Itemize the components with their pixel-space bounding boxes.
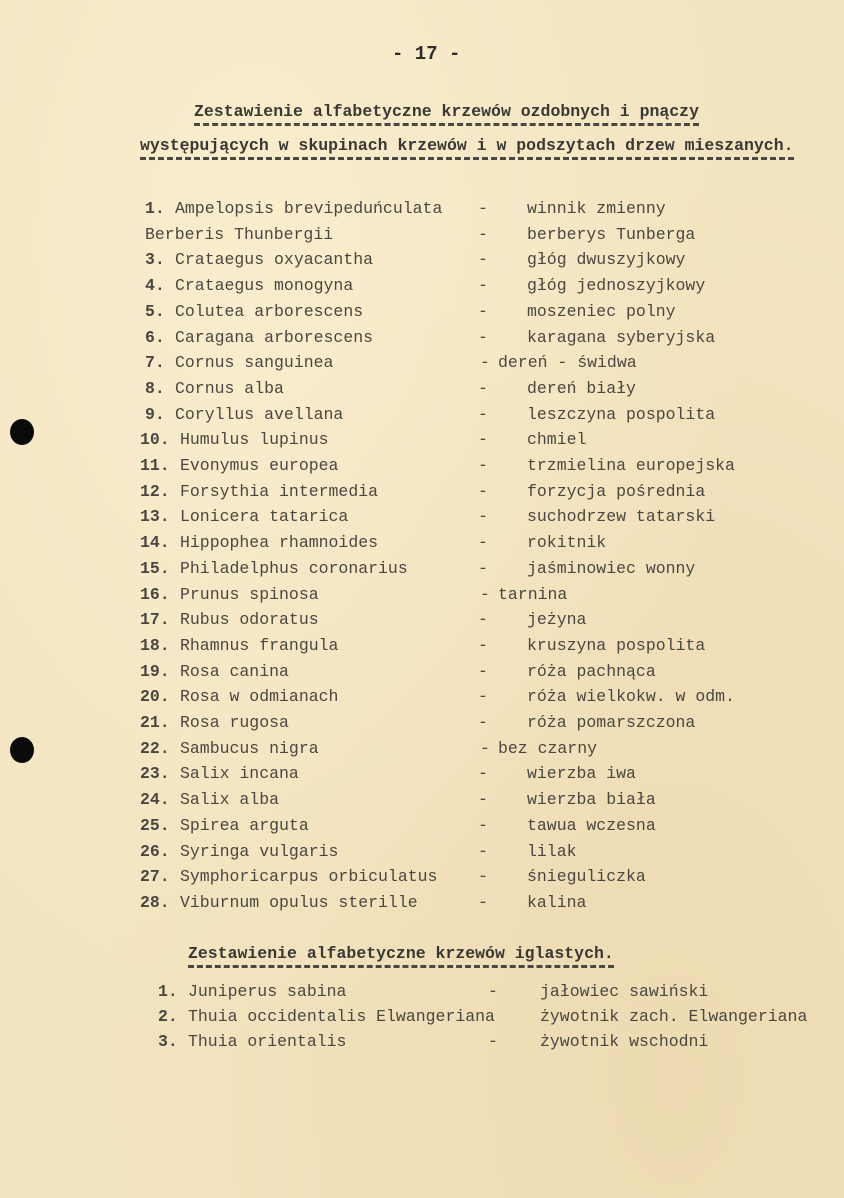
latin-name: Rosa rugosa [180, 713, 289, 732]
separator-dash: - [478, 276, 488, 296]
item-number: 23. [140, 764, 170, 784]
item-number: 24. [140, 790, 170, 810]
separator-dash: - [478, 378, 488, 398]
item-number: 9. [145, 404, 165, 424]
separator-dash: - [478, 250, 488, 270]
item-number: 3. [145, 250, 165, 270]
separator-dash: - [478, 815, 488, 835]
latin-name: Thuia orientalis [188, 1032, 347, 1051]
polish-name: wierzba iwa [527, 764, 636, 784]
separator-dash: - [478, 713, 488, 732]
latin-name: Symphoricarpus orbiculatus [180, 867, 438, 887]
item-number: 28. [140, 892, 170, 912]
polish-name: tarnina [498, 584, 568, 604]
polish-name: trzmielina europejska [527, 456, 735, 475]
latin-name: Thuia occidentalis Elwangeriana [188, 1007, 495, 1026]
item-number: 14. [140, 533, 170, 553]
latin-name: Philadelphus coronarius [180, 558, 408, 578]
polish-name: głóg dwuszyjkowy [527, 250, 686, 270]
separator-dash: - [478, 404, 488, 424]
separator-dash: - [488, 982, 498, 1001]
polish-name: żywotnik zach. Elwangeriana [540, 1007, 808, 1026]
item-number: 20. [140, 687, 170, 707]
item-number: 26. [140, 841, 170, 861]
polish-name: róża pachnąca [527, 661, 656, 681]
item-number: 1. [158, 982, 178, 1001]
item-number: 6. [145, 327, 165, 347]
separator-dash: - [478, 327, 488, 347]
separator-dash: - [478, 635, 488, 655]
item-number: 25. [140, 815, 170, 835]
page-number: - 17 - [392, 43, 461, 65]
section2-title: Zestawienie alfabetyczne krzewów iglastych. [188, 944, 614, 968]
polish-name: żywotnik wschodni [540, 1032, 709, 1051]
latin-name: Sambucus nigra [180, 738, 319, 758]
item-number: 11. [140, 456, 170, 475]
latin-name: Humulus lupinus [180, 430, 329, 450]
separator-dash: - [478, 790, 488, 810]
polish-name: jeżyna [527, 610, 587, 630]
separator-dash: - [478, 507, 488, 527]
separator-dash: - [480, 353, 490, 373]
latin-name: Spirea arguta [180, 815, 309, 835]
separator-dash: - [478, 610, 488, 630]
polish-name: kalina [527, 892, 587, 912]
item-number: 7. [145, 353, 165, 373]
latin-name: Viburnum opulus sterille [180, 892, 418, 912]
polish-name: karagana syberyjska [527, 327, 716, 347]
polish-name: winnik zmienny [527, 199, 666, 218]
latin-name: Ampelopsis brevipeduńculata [175, 199, 443, 218]
polish-name: róża wielkokw. w odm. [527, 687, 735, 707]
latin-name: Coryllus avellana [175, 404, 344, 424]
item-number: 5. [145, 301, 165, 321]
item-number: 22. [140, 738, 170, 758]
polish-name: lilak [527, 841, 577, 861]
polish-name: rokitnik [527, 533, 607, 553]
item-number: 10. [140, 430, 170, 450]
item-number: 17. [140, 610, 170, 630]
polish-name: dereń biały [527, 378, 636, 398]
section1-title-line2: występujących w skupinach krzewów i w podszytach drzew mieszanych. [140, 136, 794, 160]
polish-name: moszeniec polny [527, 301, 676, 321]
latin-name: Cornus sanguinea [175, 353, 334, 373]
latin-name: Forsythia intermedia [180, 481, 379, 501]
polish-name: śnieguliczka [527, 867, 646, 887]
latin-name: Crataegus oxyacantha [175, 250, 374, 270]
latin-name: Rubus odoratus [180, 610, 319, 630]
separator-dash: - [478, 661, 488, 681]
latin-name: Prunus spinosa [180, 584, 319, 604]
item-number: 16. [140, 584, 170, 604]
separator-dash: - [480, 738, 490, 758]
separator-dash: - [488, 1032, 498, 1051]
polish-name: róża pomarszczona [527, 713, 696, 732]
latin-name: Evonymus europea [180, 456, 339, 475]
latin-name: Juniperus sabina [188, 982, 347, 1001]
punch-hole [10, 419, 34, 445]
item-number: 2. [158, 1007, 178, 1026]
separator-dash: - [478, 301, 488, 321]
separator-dash: - [478, 841, 488, 861]
item-number: 19. [140, 661, 170, 681]
polish-name: dereń - świdwa [498, 353, 637, 373]
latin-name: Colutea arborescens [175, 301, 364, 321]
polish-name: wierzba biała [527, 790, 656, 810]
latin-name: Rhamnus frangula [180, 635, 339, 655]
polish-name: chmiel [527, 430, 587, 450]
separator-dash: - [478, 481, 488, 501]
item-number: 8. [145, 378, 165, 398]
item-number: 3. [158, 1032, 178, 1051]
separator-dash: - [478, 533, 488, 553]
polish-name: głóg jednoszyjkowy [527, 276, 706, 296]
item-number: 1. [145, 199, 165, 218]
latin-name: Cornus alba [175, 378, 284, 398]
polish-name: suchodrzew tatarski [527, 507, 716, 527]
latin-name: Salix incana [180, 764, 299, 784]
polish-name: jaśminowiec wonny [527, 558, 696, 578]
separator-dash: - [478, 764, 488, 784]
polish-name: berberys Tunberga [527, 224, 696, 244]
polish-name: tawua wczesna [527, 815, 656, 835]
polish-name: jałowiec sawiński [540, 982, 709, 1001]
latin-name: Rosa w odmianach [180, 687, 339, 707]
separator-dash: - [480, 584, 490, 604]
latin-name: Syringa vulgaris [180, 841, 339, 861]
latin-name: Crataegus monogyna [175, 276, 354, 296]
separator-dash: - [478, 892, 488, 912]
latin-name: Berberis Thunbergii [145, 224, 334, 244]
item-number: 27. [140, 867, 170, 887]
separator-dash: - [478, 456, 488, 475]
punch-hole [10, 737, 34, 763]
item-number: 18. [140, 635, 170, 655]
separator-dash: - [478, 867, 488, 887]
item-number: 4. [145, 276, 165, 296]
item-number: 13. [140, 507, 170, 527]
separator-dash: - [478, 558, 488, 578]
separator-dash: - [478, 430, 488, 450]
polish-name: kruszyna pospolita [527, 635, 706, 655]
polish-name: bez czarny [498, 738, 598, 758]
polish-name: leszczyna pospolita [527, 404, 716, 424]
latin-name: Hippophea rhamnoides [180, 533, 379, 553]
item-number: 21. [140, 713, 170, 732]
latin-name: Caragana arborescens [175, 327, 374, 347]
separator-dash: - [478, 224, 488, 244]
latin-name: Lonicera tatarica [180, 507, 349, 527]
polish-name: forzycja pośrednia [527, 481, 706, 501]
latin-name: Rosa canina [180, 661, 289, 681]
item-number: 12. [140, 481, 170, 501]
separator-dash: - [478, 687, 488, 707]
section1-title-line1: Zestawienie alfabetyczne krzewów ozdobnych i pnączy [194, 102, 699, 126]
latin-name: Salix alba [180, 790, 280, 810]
item-number: 15. [140, 558, 170, 578]
separator-dash: - [478, 199, 488, 218]
